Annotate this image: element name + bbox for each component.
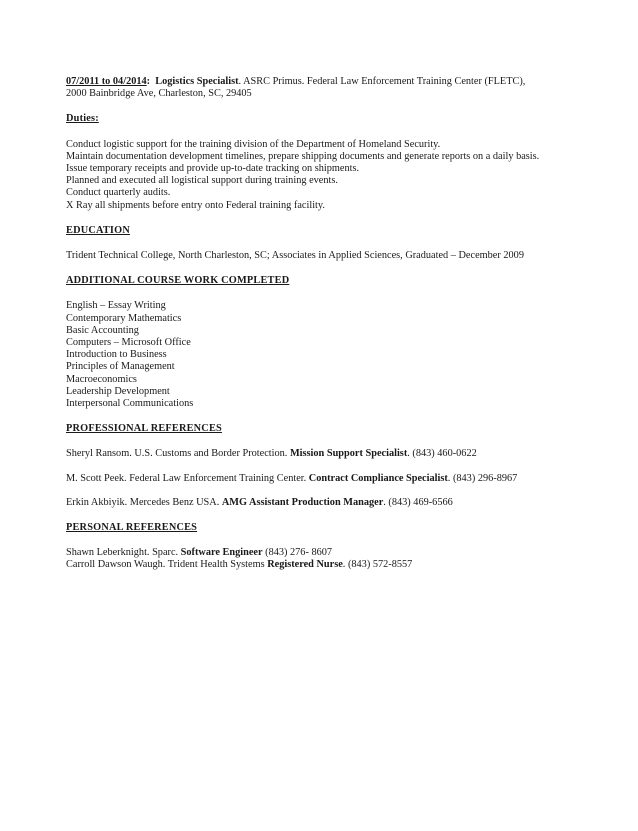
- course-item: Principles of Management: [66, 361, 175, 373]
- job-address: 2000 Bainbridge Ave, Charleston, SC, 29405: [66, 88, 252, 100]
- reference-phone: . (843) 460-0622: [407, 448, 477, 460]
- course-item: Computers – Microsoft Office: [66, 337, 191, 349]
- reference-name: Carroll Dawson Waugh. Trident Health Systems: [66, 559, 268, 571]
- coursework-list: [66, 300, 606, 410]
- course-item: Basic Accounting: [66, 324, 139, 336]
- reference-name: Shawn Leberknight. Sparc.: [66, 547, 181, 559]
- job-employer: . ASRC Primus. Federal Law Enforcement Training Center (FLETC),: [238, 76, 526, 87]
- reference-role: Mission Support Specialist: [289, 448, 408, 460]
- reference-role: AMG Assistant Production Manager: [221, 496, 384, 508]
- job-dates-separator: :: [146, 76, 151, 87]
- reference-role: Contract Compliance Specialist: [308, 472, 448, 484]
- reference-phone: . (843) 572-8557: [342, 559, 413, 571]
- duties-list: [66, 139, 606, 212]
- personal-references-heading: PERSONAL REFERENCES: [66, 522, 198, 534]
- professional-reference: [66, 448, 606, 460]
- professional-references-heading: PROFESSIONAL REFERENCES: [66, 423, 222, 435]
- duty-item: X Ray all shipments before entry onto Federal training facility.: [66, 199, 325, 211]
- coursework-heading: ADDITIONAL COURSE WORK COMPLETED: [66, 275, 290, 287]
- duty-item: Issue temporary receipts and provide up-to-date tracking on shipments.: [66, 163, 360, 175]
- course-item: Interpersonal Communications: [66, 398, 194, 410]
- duty-item: Conduct quarterly audits.: [66, 187, 171, 199]
- professional-reference: [66, 497, 606, 509]
- job-header-line: [66, 76, 606, 88]
- duty-item: Conduct logistic support for the training division of the Department of Homeland Security.: [66, 138, 441, 150]
- professional-reference: [66, 473, 606, 485]
- reference-phone: (843) 276- 8607: [262, 547, 333, 559]
- reference-role: Registered Nurse: [267, 559, 343, 571]
- personal-reference: [66, 559, 606, 571]
- reference-name: M. Scott Peek. Federal Law Enforcement Training Center.: [66, 472, 309, 484]
- course-item: Macroeconomics: [66, 373, 137, 385]
- course-item: Leadership Development: [66, 385, 170, 397]
- education-entry: Trident Technical College, North Charleston, SC; Associates in Applied Sciences, Graduated – December 2009: [66, 250, 524, 262]
- duty-item: Maintain documentation development timelines, prepare shipping documents and generate reports on a daily basis.: [66, 150, 540, 162]
- education-heading: EDUCATION: [66, 224, 130, 236]
- reference-phone: . (843) 469-6566: [383, 496, 453, 508]
- reference-name: Erkin Akbiyik. Mercedes Benz USA.: [66, 496, 222, 508]
- duties-heading: Duties:: [66, 113, 99, 125]
- job-dates: 07/2011 to 04/2014: [66, 76, 147, 87]
- course-item: Contemporary Mathematics: [66, 312, 182, 324]
- reference-phone: . (843) 296-8967: [447, 472, 518, 484]
- course-item: English – Essay Writing: [66, 300, 166, 312]
- job-title: Logistics Specialist: [155, 76, 239, 87]
- personal-reference: [66, 547, 606, 559]
- duty-item: Planned and executed all logistical support during training events.: [66, 175, 338, 187]
- reference-name: Sheryl Ransom. U.S. Customs and Border Protection.: [66, 448, 290, 460]
- course-item: Introduction to Business: [66, 349, 167, 361]
- resume-page: [66, 76, 606, 572]
- reference-role: Software Engineer: [180, 547, 263, 559]
